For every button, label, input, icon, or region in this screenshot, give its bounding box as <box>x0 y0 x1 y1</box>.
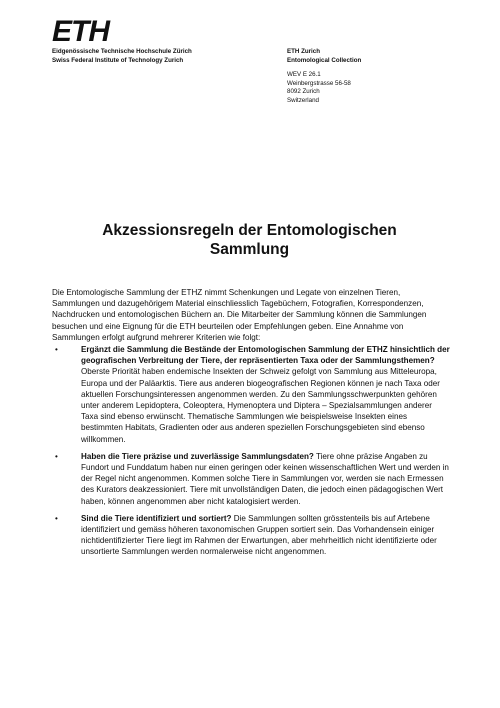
criteria-item <box>52 513 450 558</box>
criteria-item <box>52 344 450 445</box>
document-title <box>52 221 447 259</box>
bullet-marker: • <box>55 513 58 523</box>
criteria-question: Sind die Tiere identifiziert und sortiert? <box>81 513 232 523</box>
title-line-2: Sammlung <box>209 241 290 258</box>
address-line-2: Weinbergstrasse 56-58 <box>287 79 351 87</box>
unit-line-1: ETH Zurich <box>287 48 321 55</box>
document-body <box>52 287 450 558</box>
title-line-1: Akzessionsregeln der Entomologischen <box>102 222 397 239</box>
bullet-marker: • <box>55 451 58 461</box>
criteria-question: Ergänzt die Sammlung die Bestände der Entomologischen Sammlung der ETHZ hinsichtlich der geografischen Verbreitung der Tiere, der repräsentierten Taxa oder der Sammlungsthemen? <box>81 345 450 366</box>
institution-name <box>52 48 192 65</box>
institution-name-german: Eidgenössische Technische Hochschule Zürich <box>52 48 192 55</box>
criteria-item <box>52 451 450 507</box>
postal-address <box>287 71 351 105</box>
eth-logo: ETH <box>52 15 109 48</box>
bullet-marker: • <box>55 345 58 355</box>
criteria-text: Oberste Priorität haben endemische Insekten der Schweiz gefolgt von Sammlung aus Mitteleuropa, Europa und der Paläarktis. Tiere aus anderen biogeografischen Regionen können je nach Taxa oder aktuellen Forschungsinteressen angenommen werden. Zu den Sammlungsschwerpunkten gehören unter anderem Lepidoptera, Coleoptera, Hymenoptera und Diptera – Spezialsammlungen anderer Taxa sind ebenso erwünscht. Thematische Sammlungen wie beispielsweise Insekten eines bestimmten Habitats, Gradienten oder aus anderen speziellen Forschungsgebieten sind ebenso willkommen. <box>81 367 440 444</box>
address-line-3: 8092 Zurich <box>287 88 320 96</box>
institution-name-english: Swiss Federal Institute of Technology Zurich <box>52 56 184 64</box>
criteria-list <box>52 344 450 558</box>
unit-name <box>287 48 361 65</box>
address-line-1: WEV E 26.1 <box>287 71 321 78</box>
intro-paragraph: Die Entomologische Sammlung der ETHZ nimmt Schenkungen und Legate von einzelnen Tieren, Sammlungen und dazugehörigem Material einschliesslich Tagebüchern, Fotografien, Korrespondenzen, Nachdrucken und entomologischen Büchern an. Die Mitarbeiter der Sammlung können die Sammlungen besuchen und eine Eignung für die ETH beurteilen oder Empfehlungen geben. Eine Annahme von Sammlungen erfolgt aufgrund mehrerer Kriterien wie folgt: <box>52 288 427 342</box>
address-line-4: Switzerland <box>287 96 319 104</box>
criteria-text: Die Sammlungen sollten grösstenteils bis auf Artebene identifiziert und gemäss höheren taxonomischen Gruppen sortiert sein. Das Vorhandensein einiger nichtidentifizierter Tiere liegt im Rahmen der Erwartungen, aber mehrheitlich nicht identifizierte oder unsortierte Sammlungen werden normalerweise nicht angenommen. <box>81 513 437 557</box>
criteria-text: Tiere ohne präzise Angaben zu Fundort und Funddatum haben nur einen geringen oder keinen wissenschaftlichen Wert und werden in der Regel nicht angenommen. Kommen solche Tiere in Sammlungen vor, werden sie nach Ermessen des Kurators deakzessioniert. Tiere mit unvollständigen Daten, die jedoch einen pädagogischen Wert haben, können angenommen aber nicht katalogisiert werden. <box>81 451 449 506</box>
unit-line-2: Entomological Collection <box>287 56 362 64</box>
criteria-question: Haben die Tiere präzise und zuverlässige Sammlungsdaten? <box>81 451 314 461</box>
